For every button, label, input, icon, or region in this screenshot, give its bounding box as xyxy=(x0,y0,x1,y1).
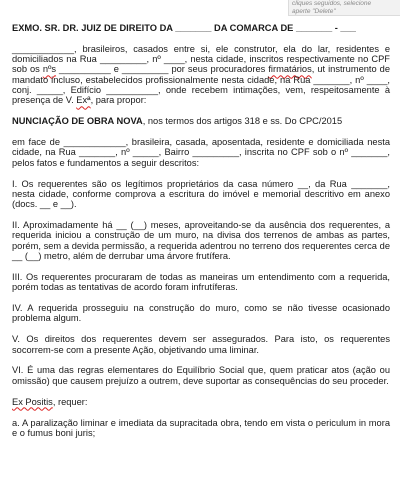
paragraph-defendant: em face de ____________, brasileira, casada, aposentada, residente e domiciliada nesta cidade, na Rua _______, nº _____, Bairro _________, inscrita no CPF sob o nº _______, pelos fatos e fundamentos a seguir descritos: xyxy=(12,137,390,168)
spell-error-nos: nºs xyxy=(42,64,57,75)
paragraph-parties-text-4: , para propor: xyxy=(90,95,147,106)
spell-error-exa: Exª xyxy=(76,95,91,106)
document-body xyxy=(12,23,390,449)
paragraph-parties-text-1: ____________, brasileiros, casados entre si, ele construtor, ela do lar, residentes e domiciliados na Rua _________, nº ____, nesta cidade, inscritos respectivamente no CPF sob os xyxy=(12,43,390,75)
instruction-hint xyxy=(288,0,400,16)
paragraph-fact-5: V. Os direitos dos requerentes devem ser assegurados. Para isto, os requerentes socorrem-se com a presente Ação, objetivando uma liminar. xyxy=(12,334,390,355)
paragraph-request-intro xyxy=(12,397,390,407)
action-title: NUNCIAÇÃO DE OBRA NOVA xyxy=(12,116,143,127)
paragraph-fact-3: III. Os requerentes procuraram de todas as maneiras um entendimento com a requerida, porém todas as tentativas de acordo foram infrutíferas. xyxy=(12,271,390,293)
request-intro-text: , requer: xyxy=(52,396,88,407)
paragraph-fact-4: IV. A requerida prosseguiu na construção do muro, como se não tivesse ocasionado problema algum. xyxy=(12,303,390,324)
paragraph-parties xyxy=(12,44,390,106)
paragraph-action-title xyxy=(12,116,390,126)
paragraph-fact-6: VI. É uma das regras elementares do Equilíbrio Social que, quem praticar atos (ação ou omissão) que causem prejuízo a outrem, deve suportar as consequências do seu proceder. xyxy=(12,365,390,386)
action-legal-basis: , nos termos dos artigos 318 e ss. Do CPC/2015 xyxy=(142,116,343,127)
hint-line-1: cliques seguidos, selecione xyxy=(292,0,372,7)
spell-error-ex-positis: Ex Positis xyxy=(12,396,53,407)
document-heading: EXMO. SR. DR. JUIZ DE DIREITO DA _______ DA COMARCA DE _______ - ___ xyxy=(12,23,356,33)
hint-line-2: aperte "Delete" xyxy=(292,7,336,15)
paragraph-parties-text-3: , ut instrumento de mandato incluso, estabelecidos profissionalmente nesta cidade, na Rua _______, nº ____, conj. _____, Edifício __________, onde recebem intimações, vem, respeitosamente à presença de V. xyxy=(12,64,391,106)
paragraph-fact-2: II. Aproximadamente há __ (__) meses, aproveitando-se da ausência dos requerentes, a requerida iniciou a construção de um muro, na divisa dos terrenos de ambas as partes, porém, sem a devida permissão, a requerida adentrou no terreno dos requerentes cerca de __ (__) metro, além de derrubar uma árvore frutífera. xyxy=(12,220,390,262)
spell-error-firmatarios: firmatários xyxy=(268,64,312,75)
paragraph-fact-1: I. Os requerentes são os legítimos proprietários da casa número __, da Rua _______, nesta cidade, conforme comprova a escritura do imóvel e memorial descritivo em anexo (docs. __ e __). xyxy=(12,178,390,210)
paragraph-request-a: a. A paralização liminar e imediata da supracitada obra, tendo em vista o periculum in mora e o fumus boni juris; xyxy=(12,417,390,438)
paragraph-parties-text-2: __________ e _________ por seus procuradores xyxy=(56,64,269,75)
